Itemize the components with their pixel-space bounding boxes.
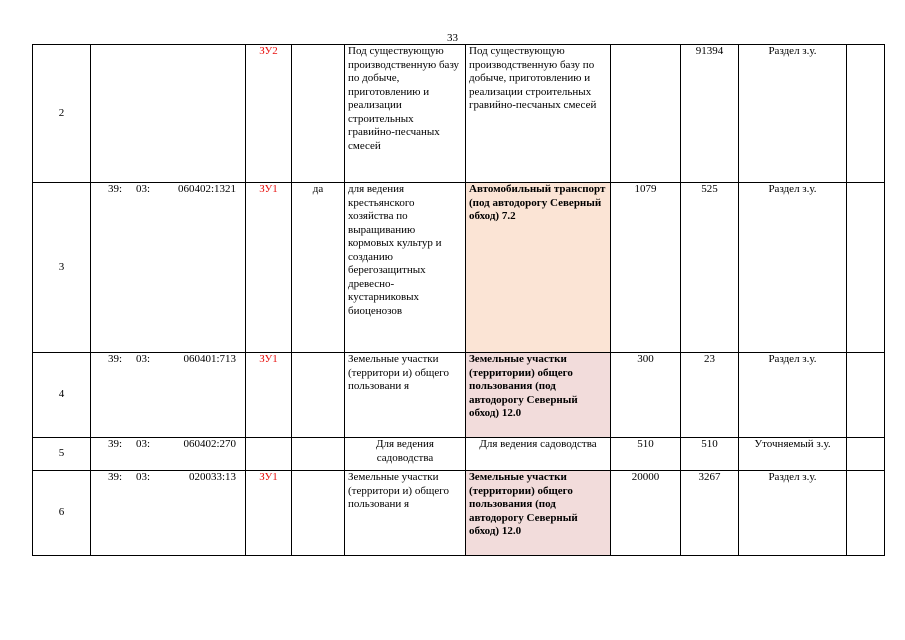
plot-code: ЗУ2 xyxy=(246,45,292,183)
extra-cell xyxy=(847,438,885,471)
cadastral-area: 03: xyxy=(136,438,151,450)
new-area-cell: 91394 xyxy=(681,45,739,183)
row-number: 4 xyxy=(33,353,91,438)
cadastral-number xyxy=(91,438,246,471)
cadastral-district: 39: xyxy=(108,471,123,483)
cadastral-block: 060402:270 xyxy=(183,438,236,450)
new-area-cell: 510 xyxy=(681,438,739,471)
planned-use: Земельные участки (территории) общего пользования (под автодорогу Северный обход) 12.0 xyxy=(466,471,611,556)
current-use: Земельные участки (территори и) общего пользовани я xyxy=(345,353,466,438)
planned-use: Под существующую производственную базу по добыче, приготовлению и реализации строительных гравийно-песчаных смесей xyxy=(466,45,611,183)
extra-cell xyxy=(847,353,885,438)
current-use: Под существующую производственную базу по добыче, приготовлению и реализации строительных гравийно-песчаных смесей xyxy=(345,45,466,183)
planned-use: Земельные участки (территории) общего пользования (под автодорогу Северный обход) 12.0 xyxy=(466,353,611,438)
flag-cell xyxy=(292,471,345,556)
flag-cell: да xyxy=(292,183,345,353)
table-row xyxy=(33,183,885,353)
table-row xyxy=(33,353,885,438)
cadastral-block: 020033:13 xyxy=(188,471,236,483)
row-number: 3 xyxy=(33,183,91,353)
area-cell: 1079 xyxy=(611,183,681,353)
action-cell: Уточняемый з.у. xyxy=(739,438,847,471)
action-cell: Раздел з.у. xyxy=(739,45,847,183)
cadastral-number xyxy=(91,183,246,353)
action-cell: Раздел з.у. xyxy=(739,353,847,438)
area-cell: 300 xyxy=(611,353,681,438)
table-row xyxy=(33,438,885,471)
plot-code: ЗУ1 xyxy=(246,471,292,556)
cadastral-block: 060402:1321 xyxy=(177,183,236,195)
action-cell: Раздел з.у. xyxy=(739,183,847,353)
flag-cell xyxy=(292,353,345,438)
plot-code xyxy=(246,438,292,471)
row-number: 2 xyxy=(33,45,91,183)
new-area-cell: 3267 xyxy=(681,471,739,556)
area-cell xyxy=(611,45,681,183)
area-cell: 20000 xyxy=(611,471,681,556)
extra-cell xyxy=(847,45,885,183)
area-cell: 510 xyxy=(611,438,681,471)
row-number: 5 xyxy=(33,438,91,471)
cadastral-number xyxy=(91,353,246,438)
table-row xyxy=(33,45,885,183)
extra-cell xyxy=(847,183,885,353)
plot-code: ЗУ1 xyxy=(246,183,292,353)
current-use: Земельные участки (территори и) общего пользовани я xyxy=(345,471,466,556)
planned-use: Для ведения садоводства xyxy=(466,438,611,471)
extra-cell xyxy=(847,471,885,556)
table-row xyxy=(33,471,885,556)
planned-use: Автомобильный транспорт (под автодорогу Северный обход) 7.2 xyxy=(466,183,611,353)
flag-cell xyxy=(292,45,345,183)
cadastral-district: 39: xyxy=(108,438,123,450)
cadastral-area: 03: xyxy=(136,183,151,195)
cadastral-district: 39: xyxy=(108,353,123,365)
page-number: 33 xyxy=(447,32,458,44)
current-use: для ведения крестьянского хозяйства по выращиванию кормовых культур и созданию берегозащитных древесно-кустарниковых биоценозов xyxy=(345,183,466,353)
cadastral-area: 03: xyxy=(136,353,151,365)
current-use: Для ведения садоводства xyxy=(345,438,466,471)
land-plots-table xyxy=(32,44,885,556)
flag-cell xyxy=(292,438,345,471)
cadastral-number xyxy=(91,45,246,183)
row-number: 6 xyxy=(33,471,91,556)
new-area-cell: 525 xyxy=(681,183,739,353)
cadastral-district: 39: xyxy=(108,183,123,195)
cadastral-area: 03: xyxy=(136,471,151,483)
plot-code: ЗУ1 xyxy=(246,353,292,438)
cadastral-number xyxy=(91,471,246,556)
action-cell: Раздел з.у. xyxy=(739,471,847,556)
cadastral-block: 060401:713 xyxy=(183,353,236,365)
new-area-cell: 23 xyxy=(681,353,739,438)
